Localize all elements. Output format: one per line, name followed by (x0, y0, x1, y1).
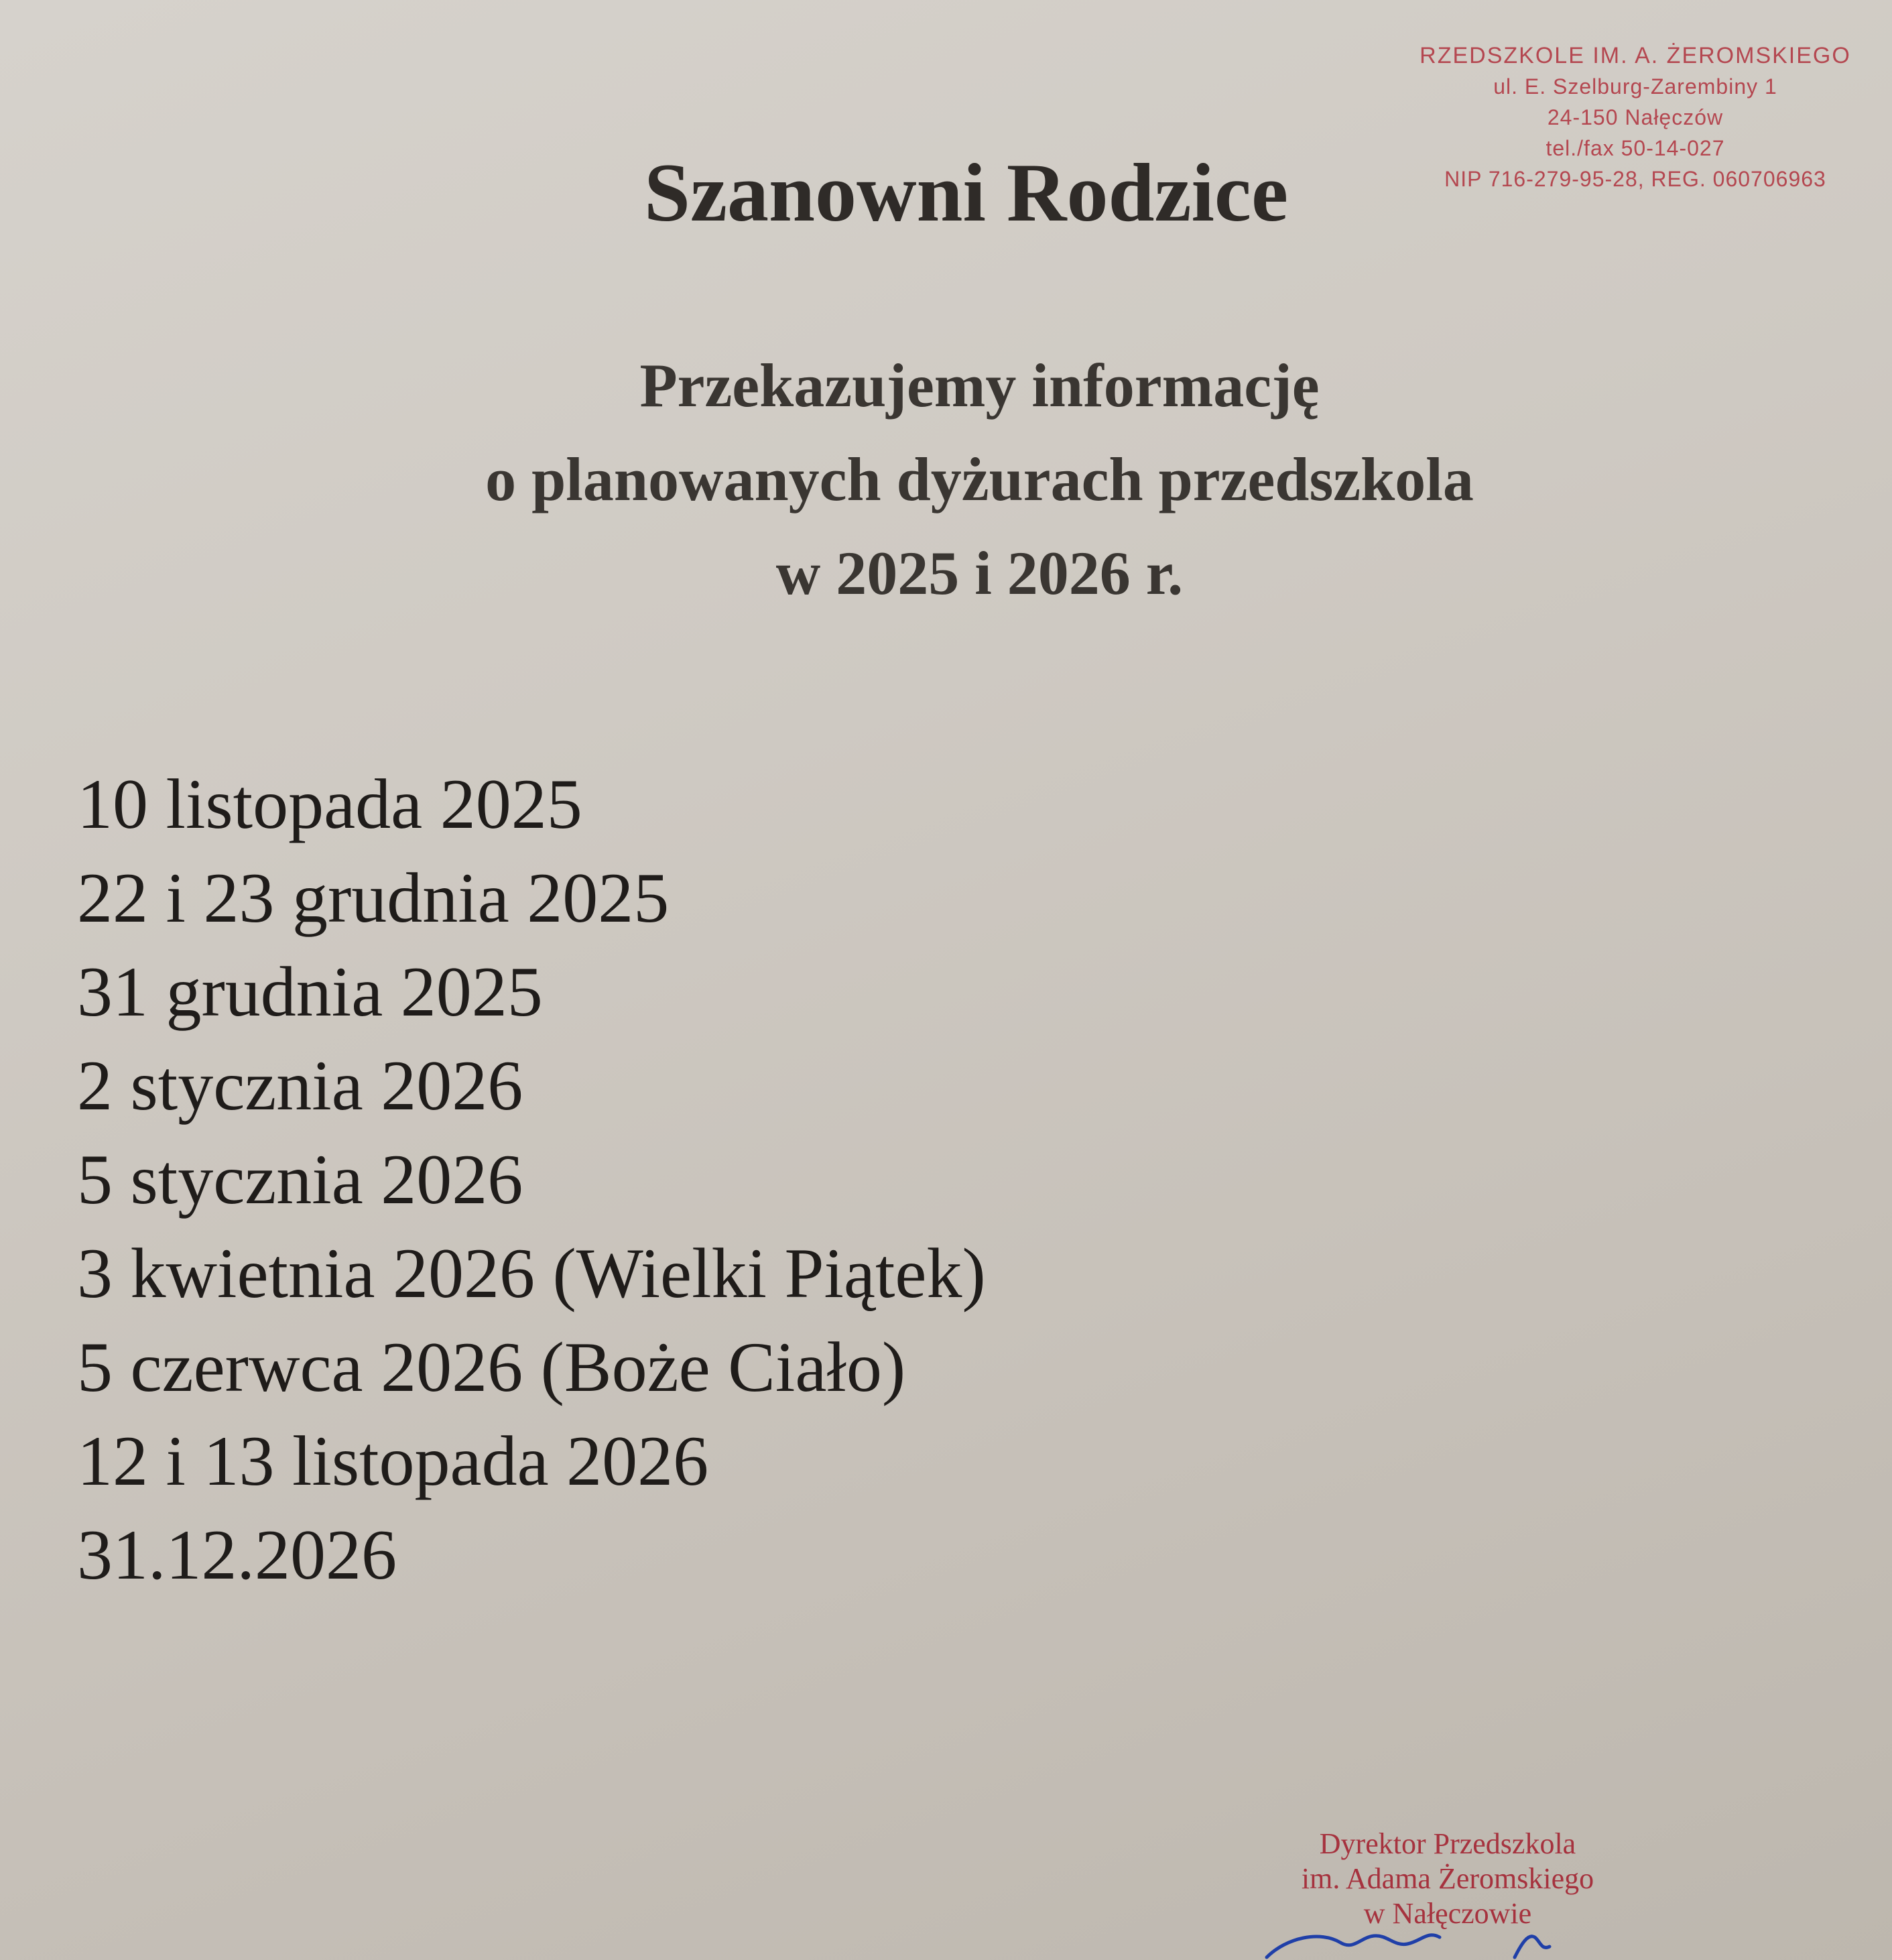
duty-date-item: 3 kwietnia 2026 (Wielki Piątek) (77, 1234, 986, 1312)
intro-heading (0, 339, 1892, 620)
duty-date-item: 22 i 23 grudnia 2025 (77, 859, 670, 937)
duty-date-item: 5 czerwca 2026 (Boże Ciało) (77, 1328, 906, 1406)
intro-line: Przekazujemy informację (639, 351, 1320, 420)
stamp-city: 24-150 Nałęczów (1547, 105, 1724, 129)
duty-date-item: 5 stycznia 2026 (77, 1140, 523, 1219)
duty-date-item: 12 i 13 listopada 2026 (77, 1422, 709, 1500)
duty-date-item: 31 grudnia 2025 (77, 953, 543, 1031)
stamp-registration: NIP 716-279-95-28, REG. 060706963 (1444, 167, 1826, 191)
intro-line: w 2025 i 2026 r. (775, 539, 1184, 607)
signature-line: w Nałęczowie (1363, 1897, 1532, 1930)
duty-date-item: 31.12.2026 (77, 1516, 397, 1594)
page-title: Szanowni Rodzice (644, 147, 1288, 239)
intro-line: o planowanych dyżurach przedszkola (485, 445, 1474, 513)
duty-date-item: 10 listopada 2025 (77, 765, 582, 843)
signature-line: Dyrektor Przedszkola (1319, 1827, 1576, 1860)
stamp-street: ul. E. Szelburg-Zarembiny 1 (1493, 74, 1777, 99)
stamp-phone: tel./fax 50-14-027 (1546, 136, 1725, 160)
duty-dates-list (77, 757, 986, 1602)
signature-line: im. Adama Żeromskiego (1301, 1862, 1594, 1895)
handwritten-signature (1260, 1917, 1582, 1960)
duty-date-item: 2 stycznia 2026 (77, 1046, 523, 1125)
stamp-institution-name: RZEDSZKOLE IM. A. ŻEROMSKIEGO (1420, 43, 1851, 68)
director-signature-stamp (1220, 1827, 1676, 1931)
